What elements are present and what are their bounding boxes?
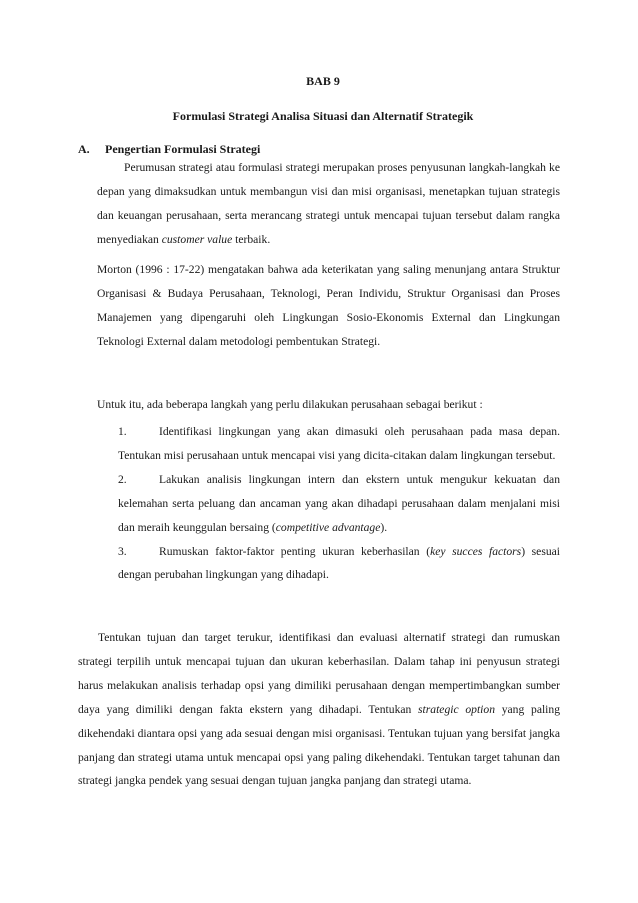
step-text: Identifikasi lingkungan yang akan dimasuki oleh perusahaan pada masa depan. Tentukan misi perusahaan untuk mencapai visi yang dicita-citakan dalam lingkungan tersebut. (118, 425, 560, 462)
paragraph-strategy-body (78, 626, 560, 793)
steps-list (118, 420, 560, 587)
section-title: Pengertian Formulasi Strategi (105, 142, 261, 156)
step-item (118, 468, 560, 540)
paragraph-definition-end: terbaik. (232, 232, 271, 246)
step-number: 3. (118, 544, 127, 558)
step-number: 1. (118, 425, 127, 438)
paragraph-morton: Morton (1996 : 17-22) mengatakan bahwa ada keterikatan yang saling menunjang antara Struktur Organisasi & Budaya Perusahaan, Teknologi, Peran Individu, Struktur Organisasi dan Proses Manajemen yang dipengaruhi oleh Lingkungan Sosio-Ekonomis External dan Lingkungan Teknologi External dalam metodologi pembentukan Strategi. (97, 263, 560, 348)
step-number: 2. (118, 472, 127, 486)
paragraph-strategy-text: Tentukan tujuan dan target terukur, identifikasi dan evaluasi alternatif strategi dan rumuskan strategi terpilih untuk mencapai tujuan dan ukuran keberhasilan. Dalam tahap ini penyusun strategi harus melakukan analisis terhadap opsi yang dimiliki perusahaan dengan mempertimbangkan sumber daya yang dimiliki dengan fakta ekstern yang dihadapi. Tentukan (78, 631, 560, 716)
step-term: key succes factors (430, 544, 522, 558)
step-text: Lakukan analisis lingkungan intern dan ekstern untuk mengukur kekuatan dan kelemahan serta peluang dan ancaman yang akan dihadapi perusahaan dalam menjalani misi dan meraih keunggulan bersaing ( (118, 472, 560, 534)
section-number: A. (78, 142, 90, 156)
step-text-end: ) sesuai dengan perubahan lingkungan yang dihadapi. (118, 544, 560, 582)
paragraph-strategy-steps (78, 626, 560, 793)
chapter-title: Formulasi Strategi Analisa Situasi dan Alternatif Strategik (172, 109, 474, 123)
paragraph-steps-intro: Untuk itu, ada beberapa langkah yang perlu dilakukan perusahaan sebagai berikut : (97, 398, 483, 411)
paragraph-strategy-end: yang paling dikehendaki diantara opsi yang ada sesuai dengan misi organisasi. Tentukan tujuan yang bersifat jangka panjang dan strategi utama untuk mencapai opsi yang paling dikehendaki. Tentukan target tahunan dan strategi jangka pendek yang sesuai dengan tujuan jangka panjang dan strategi utama. (78, 702, 560, 788)
chapter-heading: BAB 9 (306, 74, 340, 88)
paragraph-definition-body (97, 156, 560, 252)
step-term: competitive advantage (275, 520, 381, 534)
customer-value-term: customer value (161, 232, 233, 246)
step-text: Rumuskan faktor-faktor penting ukuran keberhasilan ( (159, 544, 431, 558)
paragraph-definition-text: Perumusan strategi atau formulasi strategi merupakan proses penyusunan langkah-langkah ke depan yang dimaksudkan untuk membangun visi dan misi organisasi, menetapkan tujuan strategis dan keuangan perusahaan, serta merancang strategi untuk mencapai tujuan tersebut dalam rangka menyediakan (97, 161, 560, 246)
section-heading (78, 142, 260, 157)
strategic-option-term: strategic option (418, 702, 495, 716)
step-item (118, 420, 560, 468)
step-text-end: ). (380, 520, 388, 534)
paragraph-definition (97, 156, 560, 252)
step-item (118, 540, 560, 588)
